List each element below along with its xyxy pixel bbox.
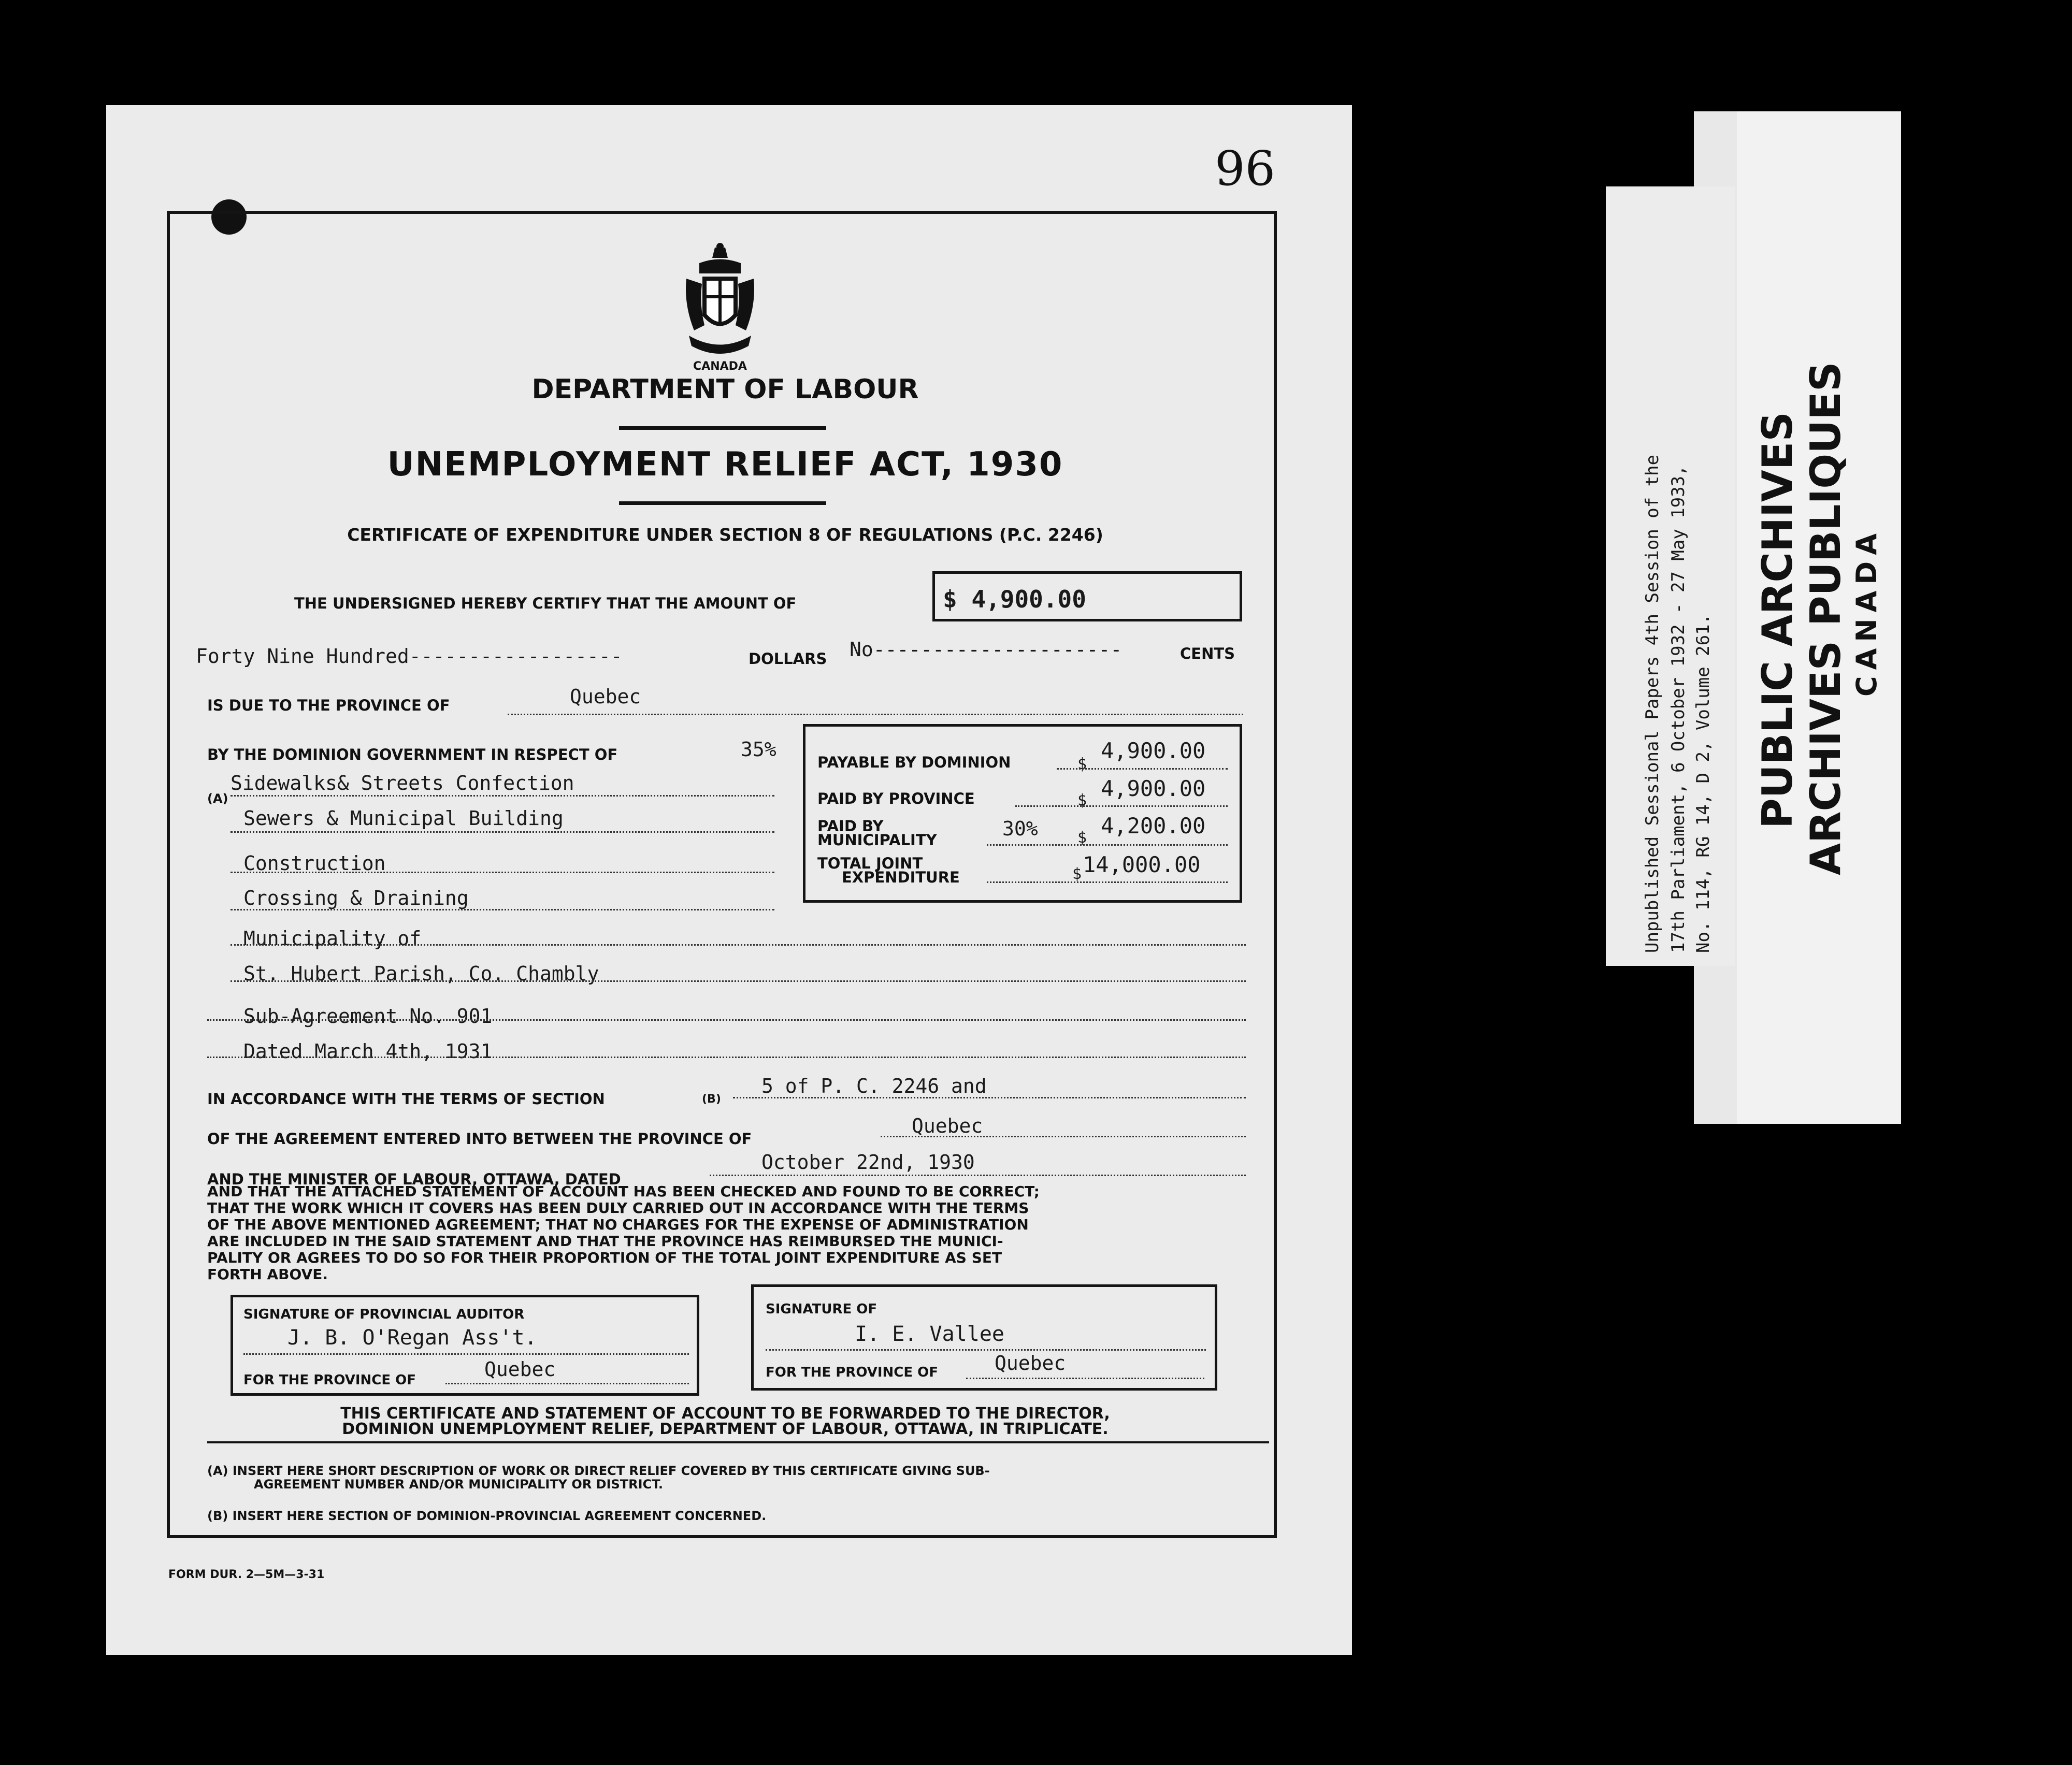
- total-label-2: EXPENDITURE: [842, 869, 960, 886]
- footnote-b: (B) INSERT HERE SECTION OF DOMINION-PROVINCIAL AGREEMENT CONCERNED.: [207, 1509, 767, 1523]
- province-line: [1015, 805, 1228, 807]
- archive-country: CANADA: [1850, 527, 1883, 697]
- footnote-a: (A) INSERT HERE SHORT DESCRIPTION OF WORK OR DIRECT RELIEF COVERED BY THIS CERTIFICATE GIVING SUB-: [207, 1464, 990, 1478]
- signature-title: SIGNATURE OF: [766, 1301, 877, 1317]
- archive-reference-line: No. 114, RG 14, D 2, Volume 261.: [1693, 613, 1714, 953]
- description-rule: [231, 944, 1246, 946]
- municipality-line: [987, 844, 1228, 846]
- agreement-label: OF THE AGREEMENT ENTERED INTO BETWEEN THE PROVINCE OF: [207, 1130, 752, 1148]
- marker-a: (A): [207, 791, 228, 806]
- province-due-value: Quebec: [570, 685, 641, 708]
- auditor-province-line: [445, 1383, 689, 1384]
- description-rule: [207, 1019, 1246, 1021]
- minister-line: [710, 1175, 1246, 1176]
- province-paid-value: 4,900.00: [1101, 776, 1206, 801]
- act-title: UNEMPLOYMENT RELIEF ACT, 1930: [387, 445, 1063, 484]
- footnote-a-continued: AGREEMENT NUMBER AND/OR MUNICIPALITY OR DISTRICT.: [254, 1477, 664, 1492]
- signature-province: Quebec: [995, 1352, 1066, 1375]
- auditor-signature: J. B. O'Regan Ass't.: [287, 1326, 537, 1350]
- description-line: St. Hubert Parish, Co. Chambly: [243, 962, 599, 985]
- marker-b: (B): [702, 1093, 721, 1106]
- description-rule: [231, 831, 774, 833]
- total-value: 14,000.00: [1083, 852, 1201, 877]
- auditor-title: SIGNATURE OF PROVINCIAL AUDITOR: [243, 1307, 525, 1322]
- crest-label: CANADA: [693, 360, 747, 373]
- cents-label: CENTS: [1180, 645, 1235, 662]
- section-value: 5 of P. C. 2246 and: [761, 1075, 987, 1097]
- description-rule: [207, 1057, 1246, 1058]
- statement-text: [207, 1183, 1040, 1283]
- title-divider: [619, 426, 826, 430]
- amount-label: THE UNDERSIGNED HEREBY CERTIFY THAT THE AMOUNT OF: [294, 595, 797, 612]
- section-label: IN ACCORDANCE WITH THE TERMS OF SECTION: [207, 1090, 605, 1108]
- description-line: Sidewalks& Streets Confection: [231, 772, 574, 794]
- auditor-province: Quebec: [484, 1358, 556, 1381]
- municipality-label-2: MUNICIPALITY: [817, 831, 937, 849]
- statement-line: OF THE ABOVE MENTIONED AGREEMENT; THAT NO CHARGES FOR THE EXPENSE OF ADMINISTRATION: [207, 1216, 1029, 1233]
- footnote-divider: [207, 1441, 1269, 1443]
- minister-date: October 22nd, 1930: [761, 1151, 975, 1174]
- statement-line: FORTH ABOVE.: [207, 1266, 328, 1283]
- total-label-1: TOTAL JOINT: [817, 855, 923, 872]
- archive-reference-line: 17th Parliament, 6 October 1932 - 27 May 1933,: [1668, 465, 1689, 953]
- dominion-value: 4,900.00: [1101, 738, 1206, 763]
- official-signature: I. E. Vallee: [855, 1322, 1004, 1346]
- official-signature-line: [766, 1349, 1206, 1351]
- amount-value: $ 4,900.00: [943, 585, 1086, 613]
- description-line: Crossing & Draining: [243, 887, 469, 909]
- municipality-value: 4,200.00: [1101, 813, 1206, 838]
- municipality-dollar: $: [1077, 829, 1087, 847]
- agreement-value: Quebec: [912, 1115, 983, 1137]
- description-rule: [231, 872, 774, 873]
- statement-line: ARE INCLUDED IN THE SAID STATEMENT AND THAT THE PROVINCE HAS REIMBURSED THE MUNICI-: [207, 1233, 1003, 1250]
- dominion-line: [1057, 768, 1228, 770]
- auditor-province-label: FOR THE PROVINCE OF: [243, 1372, 416, 1388]
- dominion-percent: 35%: [741, 738, 776, 761]
- form-number: FORM DUR. 2—5M—3-31: [168, 1568, 325, 1581]
- signature-province-line: [966, 1378, 1204, 1379]
- minister-label: AND THE MINISTER OF LABOUR, OTTAWA, DATED: [207, 1170, 621, 1188]
- municipality-percent: 30%: [1002, 817, 1038, 840]
- description-rule: [231, 909, 774, 910]
- dollars-in-words: Forty Nine Hundred------------------: [196, 645, 623, 668]
- total-line: [987, 881, 1228, 883]
- province-paid-label: PAID BY PROVINCE: [817, 790, 975, 807]
- description-line: Construction: [243, 852, 386, 875]
- province-dollar: $: [1077, 791, 1087, 809]
- page-number: 96: [1215, 141, 1276, 196]
- dollars-label: DOLLARS: [749, 650, 827, 668]
- statement-line: AND THAT THE ATTACHED STATEMENT OF ACCOUNT HAS BEEN CHECKED AND FOUND TO BE CORRECT;: [207, 1183, 1040, 1200]
- signature-province-label: FOR THE PROVINCE OF: [766, 1365, 939, 1380]
- department-title: DEPARTMENT OF LABOUR: [531, 374, 919, 405]
- forward-instruction: [207, 1406, 1243, 1437]
- province-due-line: [508, 714, 1243, 715]
- cents-in-words: No---------------------: [850, 638, 1123, 661]
- dominion-dollar: $: [1077, 755, 1087, 773]
- statement-line: THAT THE WORK WHICH IT COVERS HAS BEEN DULY CARRIED OUT IN ACCORDANCE WITH THE TERMS: [207, 1199, 1029, 1217]
- respect-label: BY THE DOMINION GOVERNMENT IN RESPECT OF: [207, 746, 618, 763]
- total-dollar: $: [1072, 865, 1082, 883]
- description-line: Sub-Agreement No. 901: [243, 1005, 493, 1028]
- description-rule: [231, 795, 774, 797]
- description-line: Dated March 4th, 1931: [243, 1040, 493, 1063]
- statement-line: PALITY OR AGREES TO DO SO FOR THEIR PROPORTION OF THE TOTAL JOINT EXPENDITURE AS SET: [207, 1249, 1002, 1266]
- coat-of-arms-icon: [679, 242, 761, 367]
- dominion-label: PAYABLE BY DOMINION: [817, 754, 1011, 771]
- description-line: Sewers & Municipal Building: [243, 807, 564, 830]
- forward-line: THIS CERTIFICATE AND STATEMENT OF ACCOUNT TO BE FORWARDED TO THE DIRECTOR,: [340, 1405, 1110, 1423]
- description-line: Municipality of: [243, 927, 422, 950]
- forward-line: DOMINION UNEMPLOYMENT RELIEF, DEPARTMENT OF LABOUR, OTTAWA, IN TRIPLICATE.: [342, 1420, 1109, 1438]
- municipality-label-1: PAID BY: [817, 817, 884, 835]
- certificate-title: CERTIFICATE OF EXPENDITURE UNDER SECTION 8 OF REGULATIONS (P.C. 2246): [347, 525, 1103, 545]
- act-divider: [619, 501, 826, 505]
- archive-name-fr: ARCHIVES PUBLIQUES: [1802, 361, 1850, 875]
- description-rule: [231, 980, 1246, 982]
- auditor-signature-line: [243, 1353, 689, 1355]
- archive-name-en: PUBLIC ARCHIVES: [1753, 412, 1802, 829]
- province-due-label: IS DUE TO THE PROVINCE OF: [207, 697, 450, 714]
- archive-reference-line: Unpublished Sessional Papers 4th Session of the: [1642, 454, 1663, 953]
